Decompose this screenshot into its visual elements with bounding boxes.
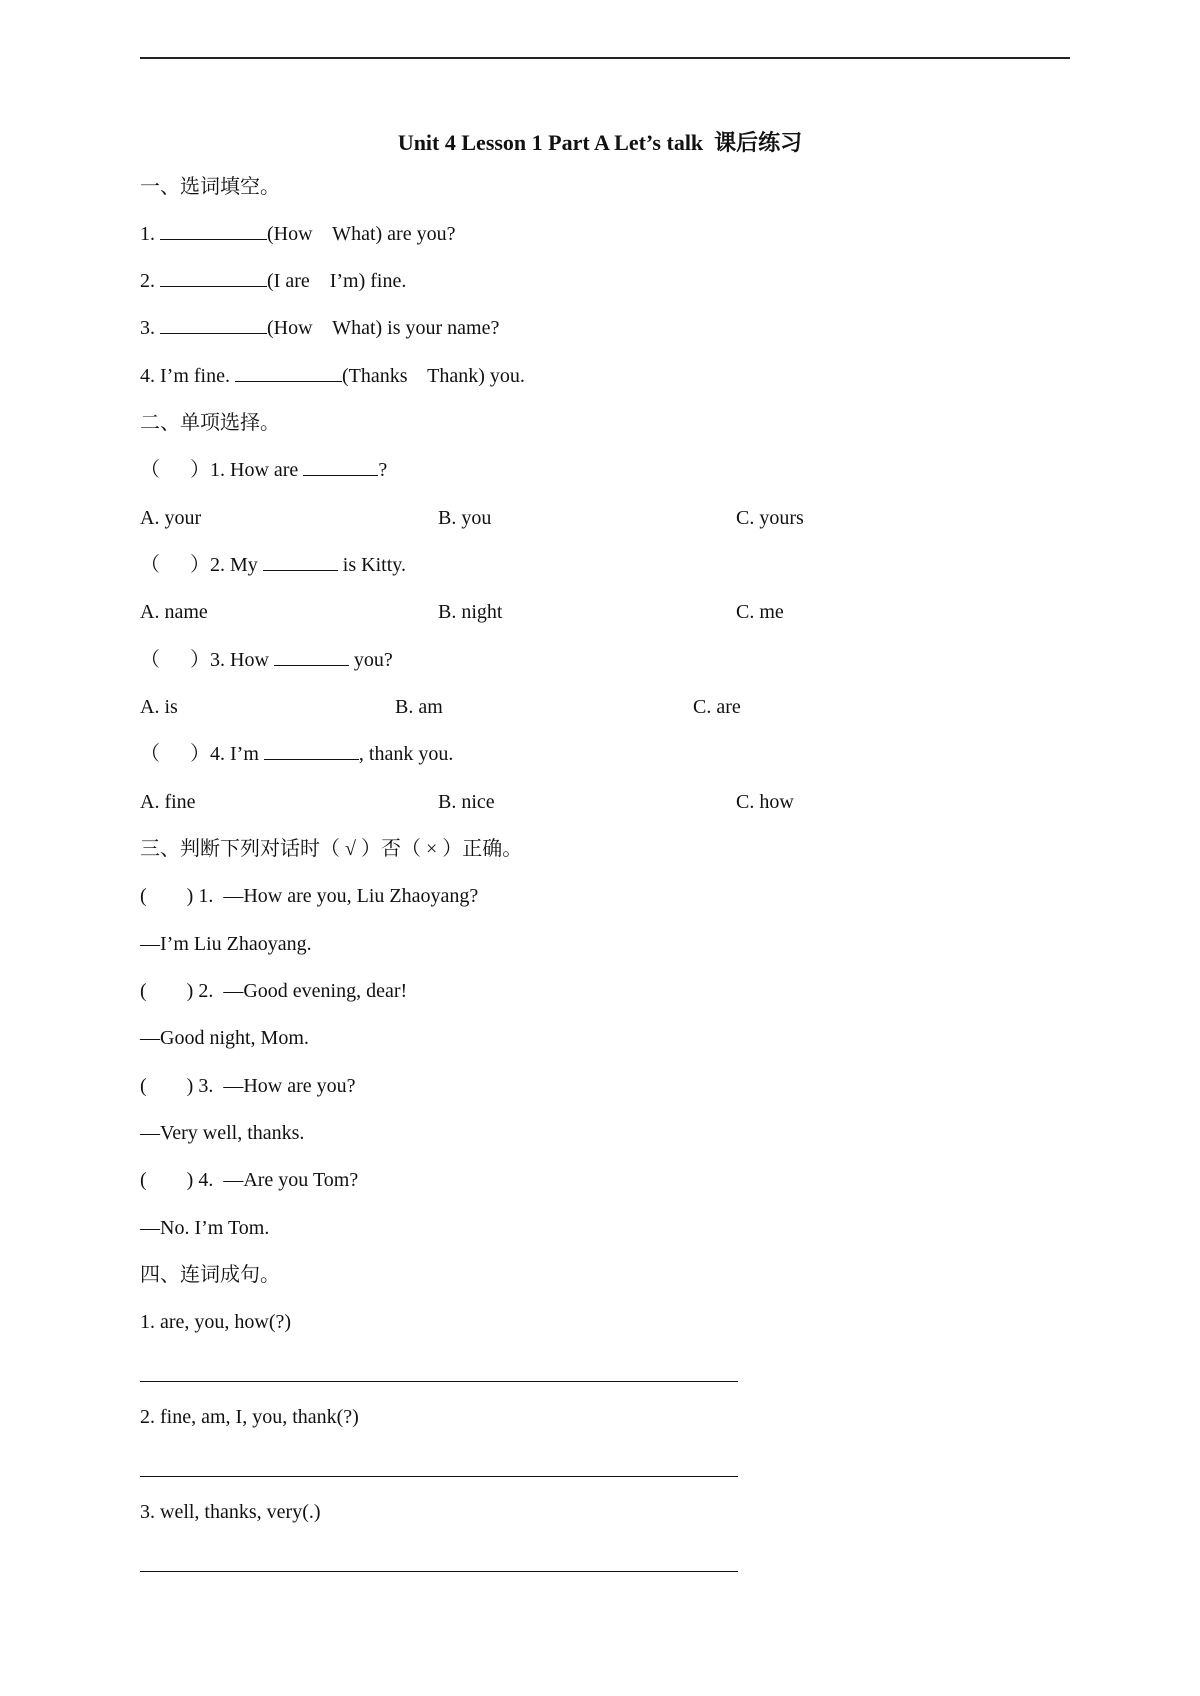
s1-question-4: 4. I’m fine. (Thanks Thank) you. — [140, 365, 525, 387]
s3-question-2: ( ) 2. —Good evening, dear! — [140, 980, 408, 1002]
s3-reply-4: —No. I’m Tom. — [140, 1217, 270, 1239]
answer-line[interactable] — [140, 1476, 738, 1477]
s3-reply-3: —Very well, thanks. — [140, 1122, 305, 1144]
s2-question-1: （ ）1. How are ? — [140, 459, 388, 481]
answer-blank[interactable] — [263, 552, 338, 571]
option-c: C. yours — [736, 507, 804, 529]
s4-question-3: 3. well, thanks, very(.) — [140, 1501, 321, 1523]
s1-question-3: 3. (How What) is your name? — [140, 317, 500, 339]
s1-question-1: 1. (How What) are you? — [140, 223, 456, 245]
s3-reply-2: —Good night, Mom. — [140, 1027, 309, 1049]
option-c: C. me — [736, 601, 784, 623]
option-b: B. night — [438, 601, 503, 623]
answer-blank[interactable] — [303, 457, 378, 476]
option-c: C. how — [736, 791, 794, 813]
option-b: B. am — [395, 696, 443, 718]
s2-question-3: （ ）3. How you? — [140, 649, 393, 671]
s2-question-2: （ ）2. My is Kitty. — [140, 554, 406, 576]
section-1-heading: 一、选词填空。 — [140, 176, 280, 198]
option-a: A. name — [140, 601, 208, 623]
section-3-heading: 三、判断下列对话时（ √ ）否（ × ）正确。 — [140, 838, 523, 860]
s3-question-4: ( ) 4. —Are you Tom? — [140, 1169, 359, 1191]
page-title: Unit 4 Lesson 1 Part A Let’s talk 课后练习 — [397, 130, 803, 155]
s4-question-1: 1. are, you, how(?) — [140, 1311, 292, 1333]
answer-blank[interactable] — [160, 268, 267, 287]
answer-blank[interactable] — [235, 363, 342, 382]
s3-reply-1: —I’m Liu Zhaoyang. — [140, 933, 312, 955]
option-c: C. are — [693, 696, 741, 718]
option-a: A. your — [140, 507, 202, 529]
answer-blank[interactable] — [160, 221, 267, 240]
section-4-heading: 四、连词成句。 — [140, 1264, 280, 1286]
section-2-heading: 二、单项选择。 — [140, 412, 280, 434]
option-a: A. is — [140, 696, 178, 718]
answer-line[interactable] — [140, 1571, 738, 1572]
s3-question-1: ( ) 1. —How are you, Liu Zhaoyang? — [140, 885, 479, 907]
s4-question-2: 2. fine, am, I, you, thank(?) — [140, 1406, 359, 1428]
s1-question-2: 2. (I are I’m) fine. — [140, 270, 407, 292]
answer-blank[interactable] — [274, 647, 349, 666]
header-rule — [140, 57, 1070, 59]
option-b: B. you — [438, 507, 492, 529]
answer-blank[interactable] — [264, 741, 359, 760]
option-b: B. nice — [438, 791, 495, 813]
answer-blank[interactable] — [160, 315, 267, 334]
s2-question-4: （ ）4. I’m , thank you. — [140, 743, 454, 765]
option-a: A. fine — [140, 791, 196, 813]
answer-line[interactable] — [140, 1381, 738, 1382]
s3-question-3: ( ) 3. —How are you? — [140, 1075, 356, 1097]
